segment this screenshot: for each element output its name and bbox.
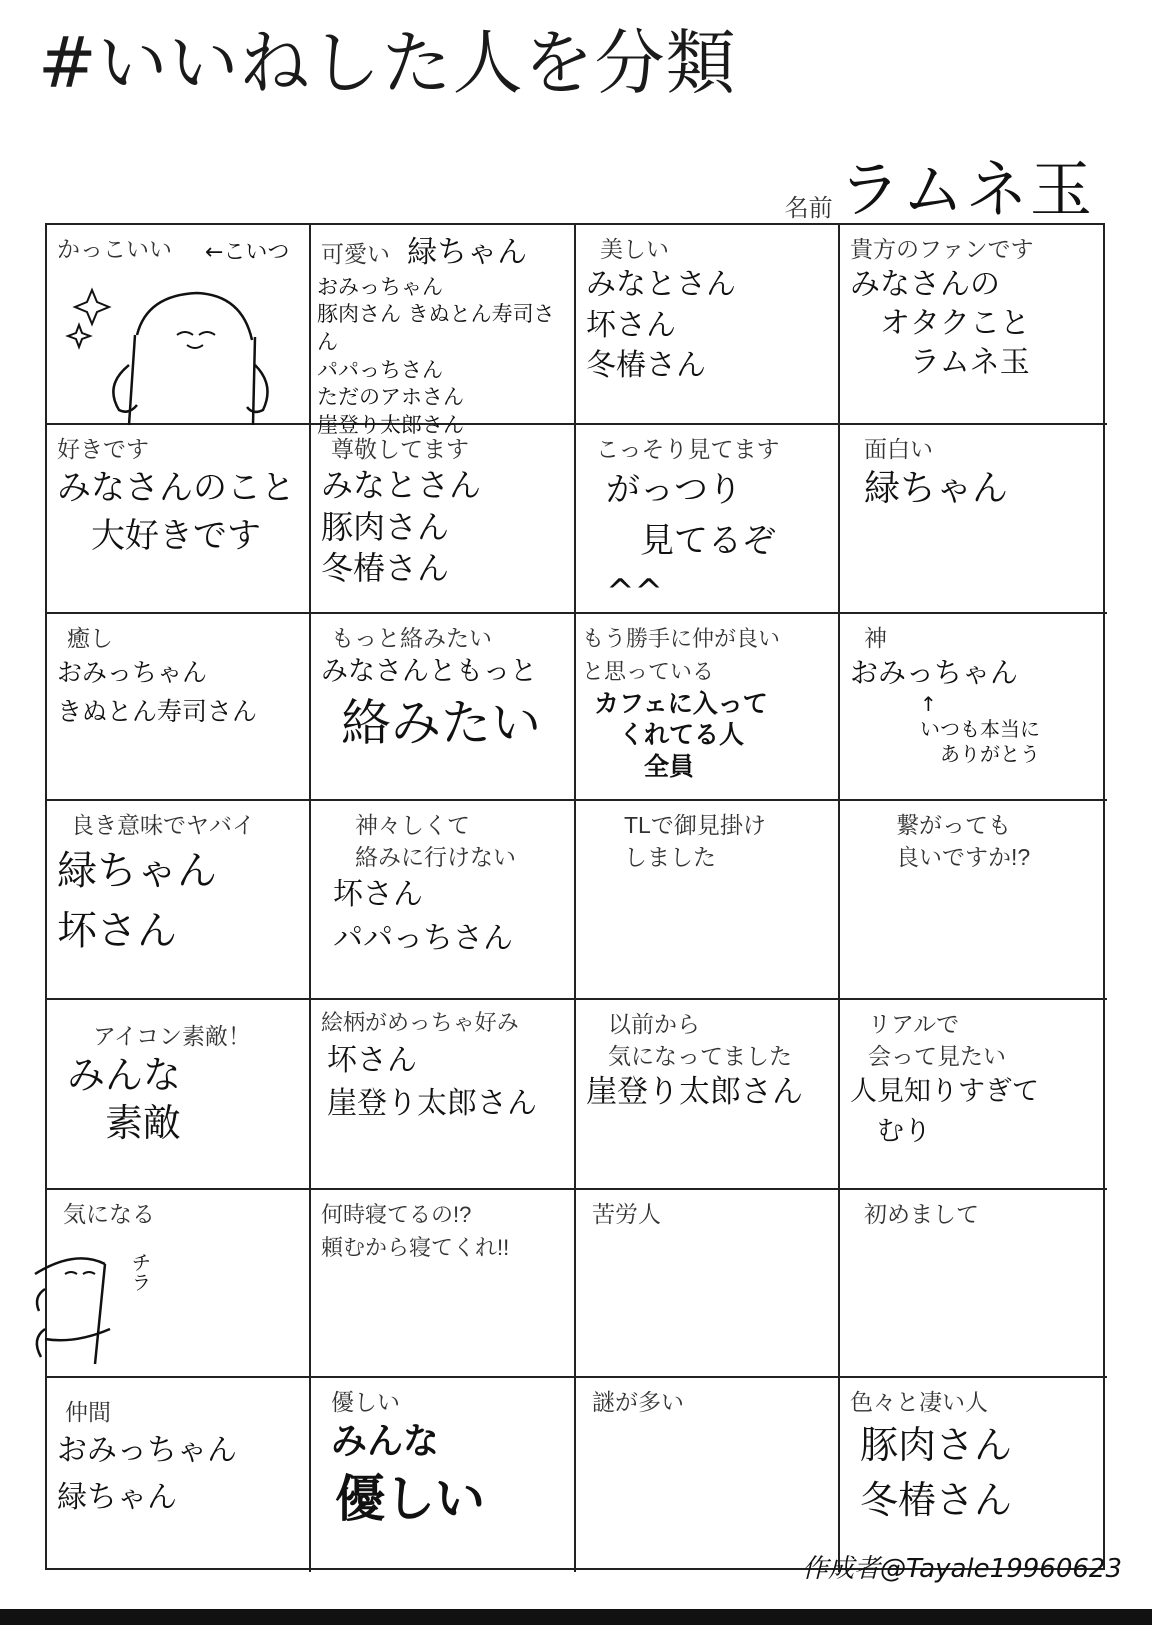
cell-curious-before — [576, 1000, 840, 1190]
cell-entries: 人見知りすぎて むり — [850, 1076, 1039, 1147]
peeking-character-icon — [35, 1244, 125, 1364]
cell-label: 尊敬してます — [331, 436, 469, 462]
cell-label: 仲間 — [65, 1399, 111, 1425]
cell-entries: みなさんのこと 大好きです — [57, 468, 295, 556]
cell-label: 好きです — [57, 436, 149, 462]
cell-entries: みなとさん 坏さん 冬椿さん — [586, 267, 736, 384]
cell-label: 初めまして — [864, 1201, 979, 1227]
cell-label: もっと絡みたい — [331, 625, 492, 651]
cell-entries: 豚肉さん 冬椿さん — [860, 1423, 1013, 1523]
cell-beautiful — [576, 225, 840, 425]
cell-entries: おみっちゃん — [850, 656, 1019, 690]
cell-art-style — [311, 1000, 576, 1190]
cell-entry-first: 緑ちゃん — [407, 235, 528, 270]
name-label: 名前 — [784, 194, 833, 222]
author-credit: 作成者@Tayale19960623 — [802, 1554, 1122, 1584]
cell-meet-irl — [840, 1000, 1107, 1190]
cell-entries: みんな — [331, 1421, 440, 1463]
cell-entries: みなさんの オタクこと ラムネ玉 — [850, 267, 1030, 381]
cell-label: 美しい — [600, 236, 669, 262]
cell-entries: おみっちゃん きぬとん寿司さん — [57, 658, 258, 726]
cell-label: 神々しくて 絡みに行けない — [355, 812, 516, 871]
cell-nice-to-meet — [840, 1190, 1107, 1378]
cell-label: リアルで 会って見たい — [868, 1011, 1006, 1070]
cell-entries: おみっちゃん 緑ちゃん — [57, 1433, 237, 1515]
cell-label: TLで御見掛け しました — [624, 812, 766, 871]
cell-entries: 坏さん 崖登り太郎さん — [327, 1042, 537, 1122]
page-title: #いいねした人を分類 — [38, 22, 737, 104]
cell-label: 優しい — [331, 1389, 400, 1415]
character-doodle-icon — [67, 265, 297, 425]
cell-when-sleep — [311, 1190, 576, 1378]
cell-close-friends — [576, 614, 840, 801]
name-value: ラムネ玉 — [838, 153, 1094, 226]
cell-label: 何時寝てるの!? 頼むから寝てくれ!! — [321, 1202, 510, 1260]
cell-nice-icon — [47, 1000, 311, 1190]
cell-hard-worker — [576, 1190, 840, 1378]
cell-secretly-watching — [576, 425, 840, 614]
cell-label: 繋がっても 良いですか!? — [896, 812, 1031, 871]
cell-mysterious — [576, 1378, 840, 1572]
cell-seen-on-tl — [576, 801, 840, 1000]
cell-like — [47, 425, 311, 614]
cell-label: 以前から 気になってました — [608, 1011, 792, 1070]
cell-label: かっこいい — [57, 236, 172, 262]
cell-label: 良き意味でヤバイ — [71, 812, 255, 838]
cell-entries: 崖登り太郎さん — [586, 1074, 803, 1111]
cell-entries: 緑ちゃん — [864, 468, 1009, 510]
cell-companion — [47, 1378, 311, 1572]
cell-kind — [311, 1378, 576, 1572]
cell-entries: 緑ちゃん 坏さん — [57, 848, 217, 955]
cell-entries: みなさんともっと — [321, 656, 537, 688]
name-field — [785, 140, 1094, 229]
cell-curious — [47, 1190, 311, 1378]
cell-label: 神 — [864, 625, 887, 651]
cell-label: 苦労人 — [592, 1201, 661, 1227]
cell-entries: 坏さん パパっちさん — [333, 877, 513, 956]
cell-label: 色々と凄い人 — [850, 1389, 988, 1415]
cell-entries: カフェに入って くれてる人 全員 — [594, 689, 768, 781]
cell-label: 謎が多い — [592, 1389, 684, 1415]
cell-note: チラ — [128, 1252, 152, 1292]
cell-entries: みなとさん 豚肉さん 冬椿さん — [321, 466, 482, 588]
category-grid — [45, 223, 1105, 1570]
cell-label: こっそり見てます — [596, 436, 780, 462]
cell-funny — [840, 425, 1107, 614]
cell-entries: みんな 素敵 — [67, 1053, 182, 1145]
cell-label: 貴方のファンです — [850, 236, 1034, 262]
cell-label: 可愛い — [321, 241, 390, 267]
cell-note: ↑ いつも本当に ありがとう — [920, 691, 1040, 766]
cell-label: 気になる — [63, 1201, 155, 1227]
cell-entries: おみっちゃん 豚肉さん きぬとん寿司さん パパっちさん ただのアホさん 崖登り太郎さん — [317, 274, 555, 438]
cell-god — [840, 614, 1107, 801]
cell-divine — [311, 801, 576, 1000]
cell-label: アイコン素敵！ — [93, 1023, 252, 1049]
cell-want-to-interact — [311, 614, 576, 801]
cell-healing — [47, 614, 311, 801]
cell-fan — [840, 225, 1107, 425]
cell-cool — [47, 225, 311, 425]
cell-amazing — [840, 1378, 1107, 1572]
cell-may-follow — [840, 801, 1107, 1000]
cell-cute — [311, 225, 576, 438]
cell-label: 絵柄がめっちゃ好み — [321, 1010, 519, 1035]
footer-bar — [0, 1609, 1152, 1625]
cell-entries-large: 絡みたい — [341, 693, 541, 752]
cell-label: もう勝手に仲が良い と思っている — [582, 626, 781, 684]
cell-note: ←こいつ — [205, 240, 290, 265]
cell-label: 癒し — [67, 625, 113, 651]
cell-label: 面白い — [864, 436, 933, 462]
cell-crazy-good — [47, 801, 311, 1000]
cell-entries: がっつり 見てるぞ^^ — [606, 470, 776, 613]
cell-entries-large: 優しい — [335, 1469, 485, 1528]
cell-respect — [311, 425, 576, 614]
